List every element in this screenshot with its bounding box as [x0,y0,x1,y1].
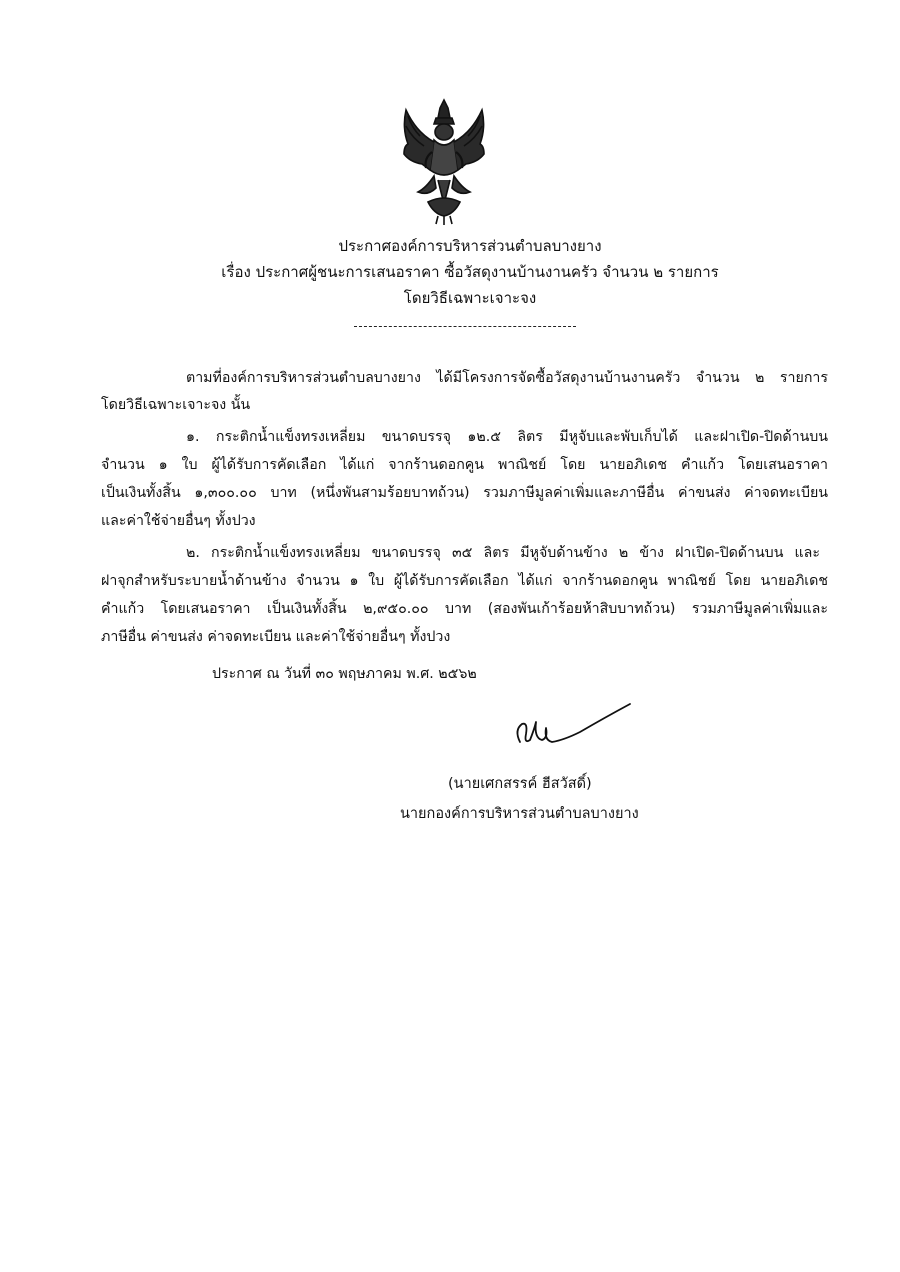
item2-line-2: ฝาจุกสำหรับระบายน้ำด้านข้าง จำนวน ๑ ใบ ผู้ได้รับการคัดเลือก ได้แก่ จากร้านดอกคูน พาณิชย์ โดย นายอภิเดช [101,573,828,589]
heading-divider [354,326,576,327]
method-heading: โดยวิธีเฉพาะเจาะจง [403,289,537,307]
handwritten-signature [508,700,634,754]
org-heading: ประกาศองค์การบริหารส่วนตำบลบางยาง [338,237,602,255]
item1-line-4: และค่าใช้จ่ายอื่นๆ ทั้งปวง [101,513,256,529]
intro-line-2: โดยวิธีเฉพาะเจาะจง นั้น [101,397,251,413]
garuda-emblem-icon [398,92,490,226]
item1-line-2: จำนวน ๑ ใบ ผู้ได้รับการคัดเลือก ได้แก่ จากร้านดอกคูน พาณิชย์ โดย นายอภิเดช คำแก้ว โดยเสนอราคา [101,457,828,473]
item2-line-3: คำแก้ว โดยเสนอราคา เป็นเงินทั้งสิ้น ๒,๙๕๐.๐๐ บาท (สองพันเก้าร้อยห้าสิบบาทถ้วน) รวมภาษีมูลค่าเพิ่มและ [101,601,828,617]
signer-name: (นายเศกสรรค์ ฮีสวัสดิ์) [448,776,592,792]
announcement-date: ประกาศ ณ วันที่ ๓๐ พฤษภาคม พ.ศ. ๒๕๖๒ [212,666,477,682]
item2-line-4: ภาษีอื่น ค่าขนส่ง ค่าจดทะเบียน และค่าใช้จ่ายอื่นๆ ทั้งปวง [101,629,451,645]
subject-heading: เรื่อง ประกาศผู้ชนะการเสนอราคา ซื้อวัสดุงานบ้านงานครัว จำนวน ๒ รายการ [221,263,719,281]
item1-line-1: ๑. กระติกน้ำแข็งทรงเหลี่ยม ขนาดบรรจุ ๑๒.๕ ลิตร มีหูจับและพับเก็บได้ และฝาเปิด-ปิดด้านบน [186,429,828,445]
intro-line-1: ตามที่องค์การบริหารส่วนตำบลบางยาง ได้มีโครงการจัดซื้อวัสดุงานบ้านงานครัว จำนวน ๒ รายการ [186,370,828,386]
signer-position: นายกองค์การบริหารส่วนตำบลบางยาง [400,806,639,822]
item1-line-3: เป็นเงินทั้งสิ้น ๑,๓๐๐.๐๐ บาท (หนึ่งพันสามร้อยบาทถ้วน) รวมภาษีมูลค่าเพิ่มและภาษีอื่น ค่าขนส่ง ค่าจดทะเบียน [101,485,828,501]
item2-line-1: ๒. กระติกน้ำแข็งทรงเหลี่ยม ขนาดบรรจุ ๓๕ ลิตร มีหูจับด้านข้าง ๒ ข้าง ฝาเปิด-ปิดด้านบน และ [186,545,820,561]
